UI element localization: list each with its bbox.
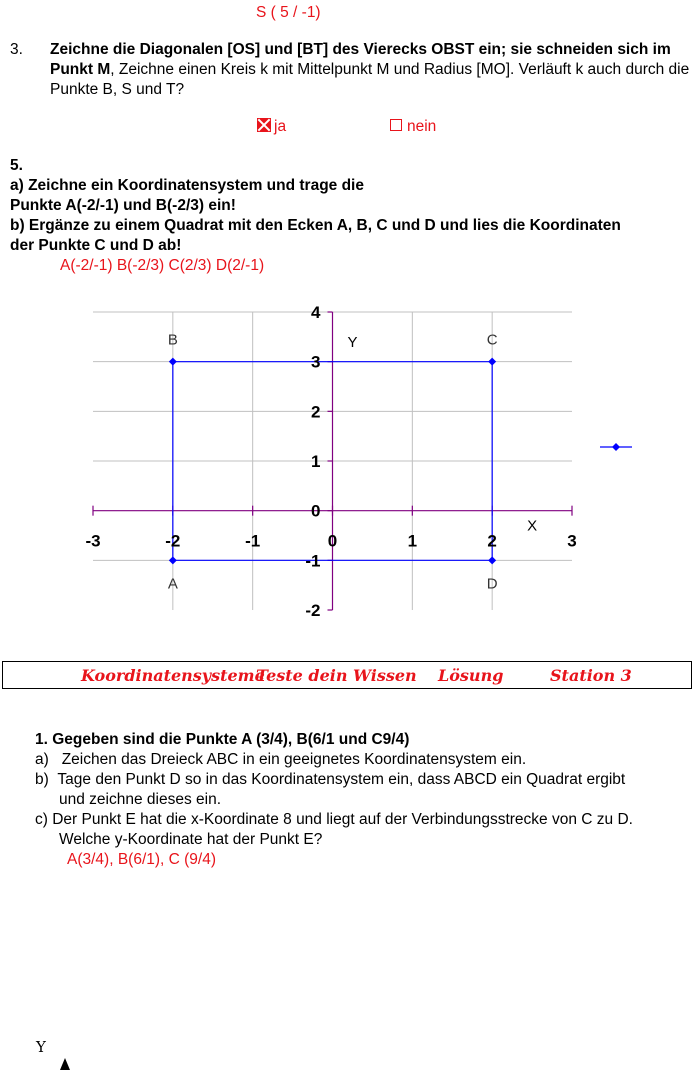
y-tick-label: 1 xyxy=(311,452,321,471)
answer-yes-label: ja xyxy=(274,118,287,135)
y-tick-label: 2 xyxy=(311,402,321,422)
x-tick-label: 3 xyxy=(567,531,577,551)
station-banner xyxy=(2,661,692,689)
banner-station: Station 3 xyxy=(550,666,632,685)
point-label-d: D xyxy=(486,575,498,593)
banner-subtitle: Teste dein Wissen xyxy=(256,666,417,685)
item-marker: b) xyxy=(35,771,49,788)
exercise-1-c xyxy=(35,810,685,830)
x-tick-label: 1 xyxy=(407,531,418,551)
y-tick-label: -2 xyxy=(305,601,321,620)
question-5 xyxy=(10,156,621,276)
question-3-text xyxy=(50,40,690,100)
coordinate-chart xyxy=(0,295,696,625)
x-axis-label: X xyxy=(527,517,538,535)
bottom-y-axis-label: Y xyxy=(36,1038,46,1056)
question-5-answer: A(-2/-1) B(-2/3) C(2/3) D(2/-1) xyxy=(60,257,265,274)
y-tick-label: 4 xyxy=(311,303,321,322)
answer-yes xyxy=(257,117,286,137)
exercise-1-answer: A(3/4), B(6/1), C (9/4) xyxy=(67,851,217,868)
question-5-a-line2: Punkte A(-2/-1) und B(-2/3) ein! xyxy=(10,197,236,214)
item-text: Zeichen das Dreieck ABC in ein geeignetes Koordinatensystem ein. xyxy=(61,751,527,768)
exercise-1-b xyxy=(35,770,685,790)
checked-box-icon xyxy=(257,118,271,132)
y-tick-label: 3 xyxy=(311,352,321,372)
answer-no-label: nein xyxy=(407,118,437,135)
banner-title: Koordinatensysteme xyxy=(81,666,265,685)
question-5-number: 5. xyxy=(10,157,23,174)
item-marker: c) xyxy=(35,811,48,828)
legend-marker xyxy=(612,443,620,451)
x-tick-label: 2 xyxy=(487,531,497,551)
x-tick-label: -3 xyxy=(85,531,101,551)
question-5-a-line1: a) Zeichne ein Koordinatensystem und trage die xyxy=(10,177,364,194)
y-tick-label: 0 xyxy=(311,501,321,521)
exercise-1-a xyxy=(35,750,685,770)
question-3-bold: Zeichne die Diagonalen [OS] und [BT] des Vierecks OBST ein; sie schneiden sich im Punkt M xyxy=(50,41,671,78)
point-marker-a xyxy=(169,556,177,564)
item-marker: a) xyxy=(35,751,49,768)
answer-no xyxy=(390,117,436,137)
point-label-c: C xyxy=(486,331,498,349)
top-answer: S ( 5 / -1) xyxy=(256,4,321,21)
x-tick-label: 0 xyxy=(327,531,338,551)
point-marker-b xyxy=(169,358,177,366)
question-5-b-line2: der Punkte C und D ab! xyxy=(10,237,182,254)
exercise-1-b-cont: und zeichne dieses ein. xyxy=(59,791,222,808)
point-marker-d xyxy=(488,556,496,564)
y-axis-label: Y xyxy=(347,333,358,351)
exercise-1 xyxy=(35,730,685,870)
bottom-y-axis-arrow xyxy=(55,1058,75,1072)
exercise-1-c-cont: Welche y-Koordinate hat der Punkt E? xyxy=(59,831,323,848)
item-text: Tage den Punkt D so in das Koordinatensystem ein, dass ABCD ein Quadrat ergibt xyxy=(57,771,626,788)
item-text: Der Punkt E hat die x-Koordinate 8 und liegt auf der Verbindungsstrecke von C zu D. xyxy=(52,811,633,828)
question-3-number: 3. xyxy=(10,41,23,58)
banner-solution: Lösung xyxy=(438,666,504,685)
y-tick-label: -1 xyxy=(305,551,321,571)
point-label-b: B xyxy=(167,331,178,349)
x-tick-label: -2 xyxy=(165,531,181,551)
point-marker-c xyxy=(488,358,496,366)
exercise-1-heading: 1. Gegeben sind die Punkte A (3/4), B(6/1 und C9/4) xyxy=(35,731,410,748)
question-5-b-line1: b) Ergänze zu einem Quadrat mit den Ecken A, B, C und D und lies die Koordinaten xyxy=(10,217,621,234)
question-3-normal: , Zeichne einen Kreis k mit Mittelpunkt M und Radius [MO]. Verläuft k auch durch die Punkte B, S und T? xyxy=(50,61,690,98)
point-label-a: A xyxy=(167,575,178,593)
empty-box-icon xyxy=(390,119,402,131)
x-tick-label: -1 xyxy=(245,531,261,551)
